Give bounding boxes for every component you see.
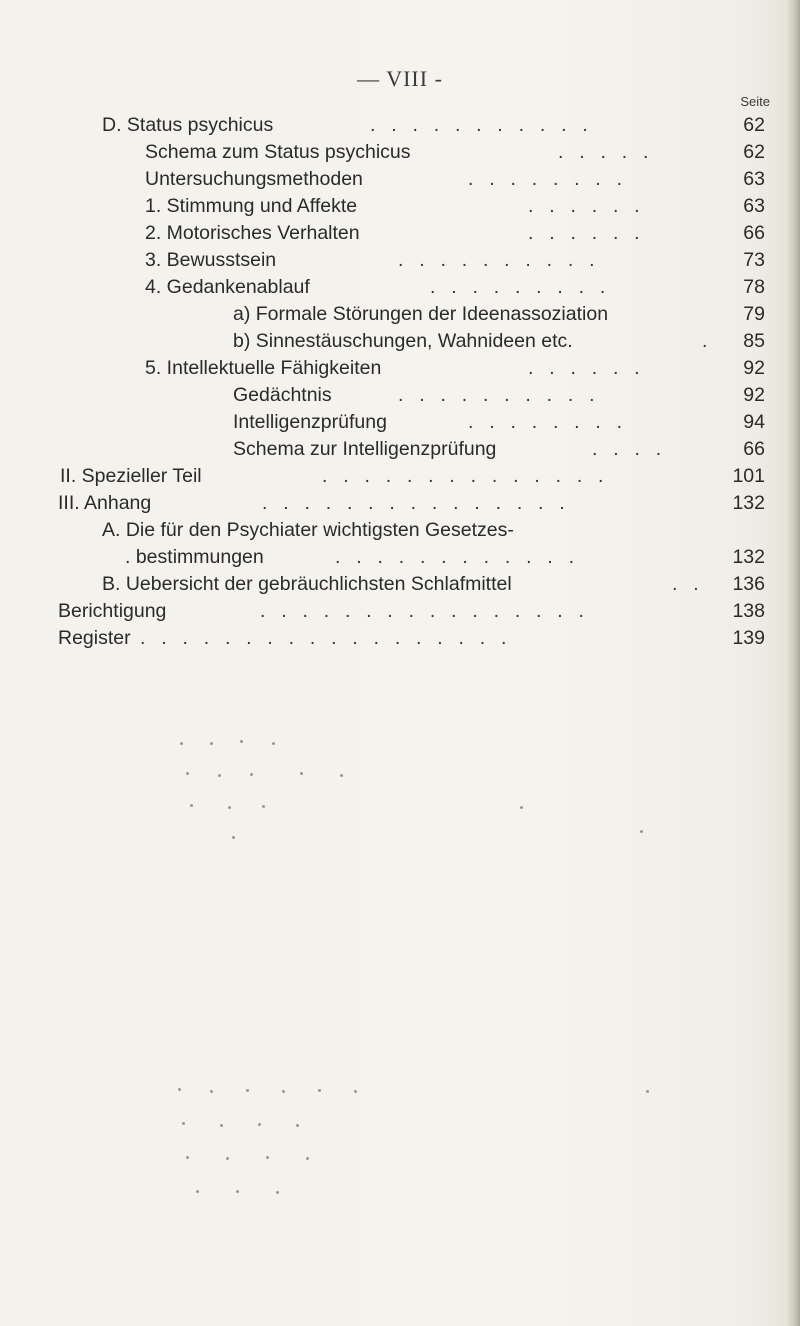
toc-entry-page: 63 [743, 168, 765, 190]
toc-entry-leader-dots: . . . . . . [528, 195, 645, 217]
toc-entry-label: . bestimmungen [125, 546, 264, 568]
toc-entry-leader-dots: . . . . . . . . . . [398, 384, 600, 406]
toc-entry-page: 62 [743, 114, 765, 136]
toc-entry-leader-dots: . . . . . [558, 141, 654, 163]
toc-entry-leader-dots: . . . . . . . . [468, 168, 628, 190]
toc-entry-leader-dots: . . . . . . . . . . . . . . . . . . [140, 627, 512, 649]
toc-entry-page: 63 [743, 195, 765, 217]
toc-entry-leader-dots: . . . . . . . . . . . . . . . . [260, 600, 590, 622]
toc-entry-label: b) Sinnestäuschungen, Wahnideen etc. [233, 330, 573, 352]
toc-entry-leader-dots: . . . . . . . . . . . . . . . [262, 492, 570, 514]
toc-entry-page: 136 [732, 573, 765, 595]
page-column-header: Seite [740, 94, 770, 109]
toc-entry-page: 101 [732, 465, 765, 487]
toc-entry-page: 66 [743, 222, 765, 244]
toc-entry-leader-dots: . . . . . . [528, 357, 645, 379]
toc-entry-label: Register [58, 627, 131, 649]
toc-entry [0, 625, 800, 651]
toc-entry-label: B. Uebersicht der gebräuchlichsten Schlafmittel [102, 573, 512, 595]
toc-entry-label: Intelligenzprüfung [233, 411, 387, 433]
toc-entry-page: 132 [732, 492, 765, 514]
toc-entry-leader-dots: . . . . . . . . . . . [370, 114, 593, 136]
toc-entry-page: 78 [743, 276, 765, 298]
toc-entry-page: 79 [743, 303, 765, 325]
toc-entry [0, 139, 800, 165]
toc-entry-page: 139 [732, 627, 765, 649]
toc-entry [0, 166, 800, 192]
toc-entry-page: 92 [743, 357, 765, 379]
toc-entry-leader-dots: . . [672, 573, 704, 595]
toc-entry-leader-dots: . . . . [592, 438, 667, 460]
toc-entry-leader-dots: . . . . . . . . . [430, 276, 611, 298]
toc-entry [0, 301, 800, 327]
toc-entry [0, 328, 800, 354]
toc-entry [0, 274, 800, 300]
toc-entry [0, 193, 800, 219]
toc-entry-page: 132 [732, 546, 765, 568]
toc-entry-page: 138 [732, 600, 765, 622]
toc-entry [0, 490, 800, 516]
toc-entry-label: 5. Intellektuelle Fähigkeiten [145, 357, 382, 379]
toc-entry [0, 382, 800, 408]
toc-entry-label: 4. Gedankenablauf [145, 276, 310, 298]
toc-entry [0, 544, 800, 570]
toc-entry-label: II. Spezieller Teil [60, 465, 202, 487]
toc-entry-label: 1. Stimmung und Affekte [145, 195, 358, 217]
toc-entry-label: Schema zur Intelligenzprüfung [233, 438, 497, 460]
toc-entry-label: Schema zum Status psychicus [145, 141, 411, 163]
toc-entry [0, 112, 800, 138]
toc-entry-page: 66 [743, 438, 765, 460]
toc-entry-label: a) Formale Störungen der Ideenassoziation [233, 303, 609, 325]
toc-entry-label: 2. Motorisches Verhalten [145, 222, 360, 244]
toc-entry-leader-dots: . . . . . . . . [468, 411, 628, 433]
toc-entry-leader-dots: . . . . . . . . . . [398, 249, 600, 271]
page-number: — VIII - [357, 66, 443, 91]
toc-entry-label: Berichtigung [58, 600, 167, 622]
toc-entry [0, 598, 800, 624]
toc-entry-label: 3. Bewusstsein [145, 249, 277, 271]
toc-entry-leader-dots: . . . . . . [528, 222, 645, 244]
toc-entry [0, 463, 800, 489]
toc-entry-page: 73 [743, 249, 765, 271]
toc-entry [0, 517, 800, 543]
toc-entry-label: A. Die für den Psychiater wichtigsten Gesetzes- [102, 519, 514, 541]
toc-entry [0, 571, 800, 597]
toc-entry-page: 85 [743, 330, 765, 352]
toc-entry [0, 409, 800, 435]
toc-entry-label: III. Anhang [58, 492, 152, 514]
toc-entry [0, 220, 800, 246]
toc-entry [0, 355, 800, 381]
toc-entry-leader-dots: . . . . . . . . . . . . . . [322, 465, 609, 487]
toc-entry-label: D. Status psychicus [102, 114, 274, 136]
toc-entry [0, 247, 800, 273]
toc-entry-page: 92 [743, 384, 765, 406]
toc-entry [0, 436, 800, 462]
toc-entry-label: Gedächtnis [233, 384, 332, 406]
toc-entry-leader-dots: . . . . . . . . . . . . [335, 546, 580, 568]
toc-entry-label: Untersuchungsmethoden [145, 168, 363, 190]
toc-entry-leader-dots: . [702, 330, 713, 352]
toc-entry-page: 62 [743, 141, 765, 163]
toc-entry-page: 94 [743, 411, 765, 433]
